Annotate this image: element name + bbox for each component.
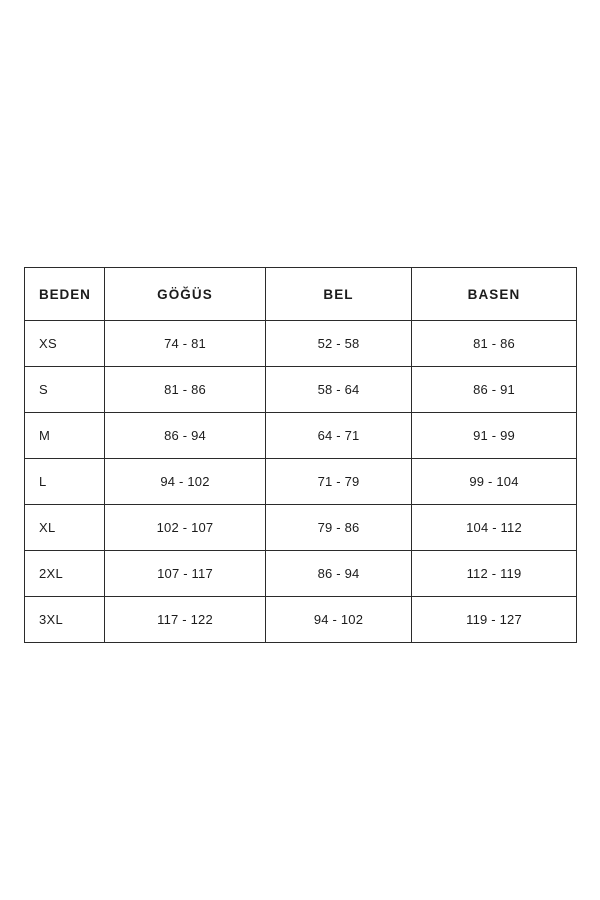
cell-size: XL bbox=[25, 505, 105, 551]
size-chart-table bbox=[24, 267, 577, 643]
cell-gogus: 102 - 107 bbox=[105, 505, 266, 551]
column-header-beden: BEDEN bbox=[25, 268, 105, 321]
cell-bel: 71 - 79 bbox=[266, 459, 412, 505]
cell-size: XS bbox=[25, 321, 105, 367]
cell-bel: 94 - 102 bbox=[266, 597, 412, 643]
table-row bbox=[25, 413, 577, 459]
table-header-row bbox=[25, 268, 577, 321]
cell-bel: 58 - 64 bbox=[266, 367, 412, 413]
table-row bbox=[25, 597, 577, 643]
table-row bbox=[25, 459, 577, 505]
cell-bel: 64 - 71 bbox=[266, 413, 412, 459]
table-row bbox=[25, 367, 577, 413]
cell-size: S bbox=[25, 367, 105, 413]
cell-gogus: 117 - 122 bbox=[105, 597, 266, 643]
cell-gogus: 74 - 81 bbox=[105, 321, 266, 367]
size-chart-container bbox=[24, 267, 576, 643]
cell-basen: 104 - 112 bbox=[412, 505, 577, 551]
cell-gogus: 81 - 86 bbox=[105, 367, 266, 413]
cell-basen: 81 - 86 bbox=[412, 321, 577, 367]
cell-basen: 112 - 119 bbox=[412, 551, 577, 597]
table-row bbox=[25, 505, 577, 551]
column-header-basen: BASEN bbox=[412, 268, 577, 321]
cell-basen: 86 - 91 bbox=[412, 367, 577, 413]
cell-basen: 119 - 127 bbox=[412, 597, 577, 643]
cell-size: M bbox=[25, 413, 105, 459]
cell-basen: 99 - 104 bbox=[412, 459, 577, 505]
cell-bel: 86 - 94 bbox=[266, 551, 412, 597]
cell-bel: 52 - 58 bbox=[266, 321, 412, 367]
table-header bbox=[25, 268, 577, 321]
table-row bbox=[25, 551, 577, 597]
cell-size: L bbox=[25, 459, 105, 505]
cell-size: 2XL bbox=[25, 551, 105, 597]
cell-gogus: 94 - 102 bbox=[105, 459, 266, 505]
cell-bel: 79 - 86 bbox=[266, 505, 412, 551]
table-body bbox=[25, 321, 577, 643]
cell-gogus: 107 - 117 bbox=[105, 551, 266, 597]
cell-basen: 91 - 99 bbox=[412, 413, 577, 459]
table-row bbox=[25, 321, 577, 367]
cell-size: 3XL bbox=[25, 597, 105, 643]
column-header-bel: BEL bbox=[266, 268, 412, 321]
cell-gogus: 86 - 94 bbox=[105, 413, 266, 459]
column-header-gogus: GÖĞÜS bbox=[105, 268, 266, 321]
